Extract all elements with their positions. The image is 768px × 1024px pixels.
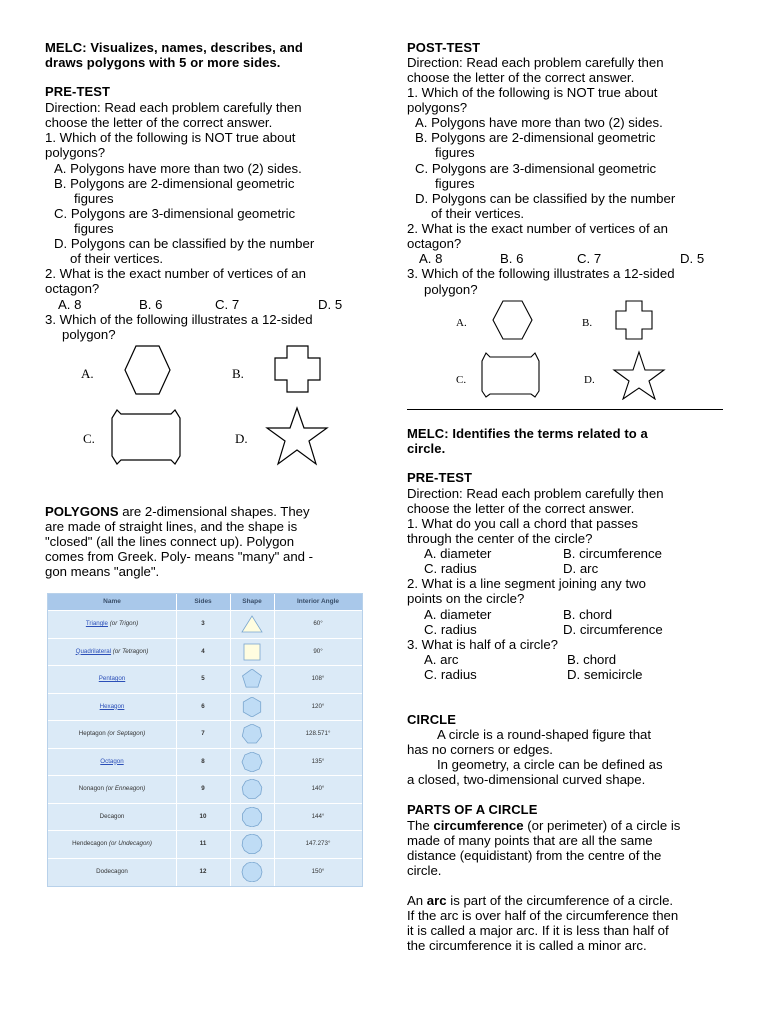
arc-line4: the circumference it is called a minor arc. <box>407 938 647 953</box>
polygon-name[interactable]: Octagon <box>100 757 124 765</box>
post-star-shape <box>614 352 664 399</box>
polygon-sides-cell: 12 <box>199 867 207 875</box>
polygon-name: Hendecagon <box>72 840 108 847</box>
interior-angle-cell: 147.273° <box>305 840 331 847</box>
parts-of-circle-title: PARTS OF A CIRCLE <box>407 802 538 817</box>
header-shape: Shape <box>242 598 262 605</box>
post-q2-option-c: C. 7 <box>577 251 602 266</box>
polygon-alt-name: (or Tetragon) <box>111 647 149 655</box>
figure-label-b: B. <box>232 366 244 381</box>
polygon-alt-name: (or Enneagon) <box>103 785 146 792</box>
polygon-sides-cell: 8 <box>201 757 205 765</box>
cq2-option-c: C. radius <box>424 622 477 637</box>
polygon-name-cell <box>48 813 176 820</box>
question-3-line2: polygon? <box>62 327 116 342</box>
post-q1-option-b: B. Polygons are 2-dimensional geometric <box>415 130 656 145</box>
cq2-option-b: B. chord <box>563 607 613 622</box>
cq1-option-d: D. arc <box>563 561 599 576</box>
header-sides: Sides <box>194 598 212 605</box>
figure-label-d: D. <box>235 431 248 446</box>
table-row <box>48 638 362 666</box>
polygon-shape-icon <box>240 834 264 859</box>
polygon-name[interactable]: Quadrilateral <box>75 647 112 655</box>
polygon-table <box>47 593 363 887</box>
post-figure-label-c: C. <box>456 374 467 386</box>
q2-option-c: C. 7 <box>215 297 240 312</box>
question-2-line2: octagon? <box>45 281 100 296</box>
polygon-alt-name: (or Trigon) <box>107 620 139 627</box>
cq3-option-b: B. chord <box>567 652 617 667</box>
circle-question-2-line2: points on the circle? <box>407 591 525 606</box>
polygons-definition <box>45 504 310 519</box>
q2-option-d: D. 5 <box>318 297 343 312</box>
cq3-option-a: A. arc <box>424 652 459 667</box>
interior-angle-cell: 135° <box>311 757 325 765</box>
q1-option-b-line2: figures <box>74 191 114 206</box>
polygon-shape-icon <box>240 752 264 777</box>
question-1-line2: polygons? <box>45 145 106 160</box>
polygon-name: Heptagon <box>78 730 106 737</box>
post-direction-text: Direction: Read each problem carefully then <box>407 55 664 70</box>
q1-option-c-line2: figures <box>74 221 114 236</box>
circle-question-2: 2. What is a line segment joining any two <box>407 576 646 591</box>
interior-angle-cell: 140° <box>311 785 325 792</box>
post-figure-label-a: A. <box>456 317 467 329</box>
dodecagon-shape <box>112 410 180 464</box>
cq2-option-d: D. circumference <box>563 622 663 637</box>
polygon-shape-icon <box>240 642 264 667</box>
post-hexagon-shape <box>493 301 532 339</box>
post-question-1-line2: polygons? <box>407 100 468 115</box>
polygon-sides-cell: 3 <box>201 620 205 627</box>
table-row <box>48 610 362 638</box>
circle-direction-text-line2: choose the letter of the correct answer. <box>407 501 635 516</box>
polygons-def-line2: are made of straight lines, and the shape is <box>45 519 298 534</box>
polygons-def-line1: are 2-dimensional shapes. They <box>118 504 310 519</box>
post-q2-option-d: D. 5 <box>680 251 705 266</box>
melc2-heading-line2: circle. <box>407 441 446 456</box>
polygon-name: Nonagon <box>78 785 104 792</box>
melc2-heading: MELC: Identifies the terms related to a <box>407 426 648 441</box>
circle-question-1: 1. What do you call a chord that passes <box>407 516 638 531</box>
hexagon-shape <box>125 346 170 394</box>
post-q2-option-a: A. 8 <box>419 251 443 266</box>
post-q1-option-c: C. Polygons are 3-dimensional geometric <box>415 161 657 176</box>
polygon-name: Dodecagon <box>96 867 128 875</box>
column-divider <box>176 594 177 886</box>
circle-title: CIRCLE <box>407 712 456 727</box>
melc-heading-line2: draws polygons with 5 or more sides. <box>45 55 281 70</box>
posttest-title: POST-TEST <box>407 40 481 55</box>
circumference-line3: distance (equidistant) from the centre of the <box>407 848 662 863</box>
q1-option-a: A. Polygons have more than two (2) sides. <box>54 161 302 176</box>
post-q1-option-d-line2: of their vertices. <box>431 206 525 221</box>
polygon-sides-cell: 4 <box>201 647 205 655</box>
polygons-term: POLYGONS <box>45 504 119 519</box>
figure-label-a: A. <box>81 366 94 381</box>
table-row <box>48 720 362 748</box>
interior-angle-cell: 120° <box>311 702 325 710</box>
melc-heading: MELC: Visualizes, names, describes, and <box>45 40 303 55</box>
circumference-term: circumference <box>433 818 524 833</box>
polygon-sides-cell: 9 <box>201 785 205 792</box>
cq1-option-c: C. radius <box>424 561 477 576</box>
polygon-alt-name: (or Septagon) <box>105 730 146 737</box>
polygon-name-cell <box>48 868 176 875</box>
table-row <box>48 830 362 858</box>
q2-option-b: B. 6 <box>139 297 163 312</box>
polygon-shape-icon <box>240 779 264 804</box>
arc-suffix: is part of the circumference of a circle. <box>446 893 674 908</box>
question-1: 1. Which of the following is NOT true about <box>45 130 296 145</box>
post-q1-option-c-line2: figures <box>435 176 475 191</box>
polygon-shape-icon <box>240 807 264 832</box>
q1-option-d-line2: of their vertices. <box>70 251 164 266</box>
polygon-name-cell <box>48 785 176 792</box>
post-cross-shape <box>616 301 652 339</box>
circle-question-3: 3. What is half of a circle? <box>407 637 558 652</box>
arc-prefix: An <box>407 893 427 908</box>
polygon-name-cell <box>48 730 176 737</box>
polygon-name-cell[interactable] <box>48 620 176 627</box>
circ-suffix: (or perimeter) of a circle is <box>523 818 681 833</box>
polygon-sides-cell: 5 <box>201 675 205 682</box>
polygons-def-line5: gon means "angle". <box>45 564 160 579</box>
q2-option-a: A. 8 <box>58 297 82 312</box>
polygon-sides-cell: 10 <box>199 812 207 820</box>
cross-shape <box>275 346 320 392</box>
circle-geometry-definition: In geometry, a circle can be defined as <box>437 757 663 772</box>
post-direction-text-line2: choose the letter of the correct answer. <box>407 70 635 85</box>
column-divider <box>274 594 275 886</box>
star-shape <box>267 408 327 464</box>
column-divider <box>230 594 231 886</box>
section-divider <box>407 409 723 410</box>
q1-option-b: B. Polygons are 2-dimensional geometric <box>54 176 295 191</box>
post-dodecagon-shape <box>482 353 539 397</box>
post-q2-option-b: B. 6 <box>500 251 524 266</box>
circle-definition: A circle is a round-shaped figure that <box>437 727 652 742</box>
polygon-shape-icon <box>240 724 264 749</box>
circle-definition-line2: has no corners or edges. <box>407 742 553 757</box>
arc-line3: it is called a major arc. If it is less than half of <box>407 923 669 938</box>
cq1-option-a: A. diameter <box>424 546 492 561</box>
polygon-shape-icon <box>240 697 264 722</box>
direction-text: Direction: Read each problem carefully then <box>45 100 302 115</box>
polygons-def-line4: comes from Greek. Poly- means "many" and - <box>45 549 314 564</box>
polygon-name: Decagon <box>99 812 125 820</box>
header-name: Name <box>103 598 121 605</box>
arc-line2: If the arc is over half of the circumference then <box>407 908 679 923</box>
post-question-3-line2: polygon? <box>424 282 478 297</box>
polygon-shape-icon <box>240 614 264 639</box>
pretest-title: PRE-TEST <box>45 84 111 99</box>
polygon-name-cell[interactable] <box>48 648 176 655</box>
arc-definition <box>407 893 673 908</box>
interior-angle-cell: 144° <box>311 812 325 820</box>
table-row <box>48 748 362 776</box>
cq2-option-a: A. diameter <box>424 607 492 622</box>
polygons-def-line3: "closed" (all the lines connect up). Polygon <box>45 534 295 549</box>
post-question-3: 3. Which of the following illustrates a 12-sided <box>407 266 675 281</box>
polygon-name-cell <box>48 840 176 847</box>
polygon-shape-icon <box>240 669 264 694</box>
post-question-1: 1. Which of the following is NOT true about <box>407 85 658 100</box>
polygon-name[interactable]: Hexagon <box>99 702 125 710</box>
question-3: 3. Which of the following illustrates a 12-sided <box>45 312 313 327</box>
circumference-line4: circle. <box>407 863 442 878</box>
table-row <box>48 803 362 831</box>
circle-geometry-definition-line2: a closed, two-dimensional curved shape. <box>407 772 646 787</box>
cq3-option-c: C. radius <box>424 667 477 682</box>
pretest-figures <box>75 340 345 475</box>
table-row <box>48 693 362 721</box>
circle-question-1-line2: through the center of the circle? <box>407 531 593 546</box>
question-2: 2. What is the exact number of vertices of an <box>45 266 306 281</box>
polygon-sides-cell: 6 <box>201 702 205 710</box>
post-q1-option-b-line2: figures <box>435 145 475 160</box>
circumference-definition <box>407 818 680 833</box>
polygon-name-cell[interactable] <box>48 758 176 765</box>
circle-direction-text: Direction: Read each problem carefully then <box>407 486 664 501</box>
table-header <box>48 594 362 610</box>
post-q1-option-a: A. Polygons have more than two (2) sides. <box>415 115 663 130</box>
table-row <box>48 775 362 803</box>
table-row <box>48 665 362 693</box>
interior-angle-cell: 128.571° <box>305 730 331 737</box>
polygon-name[interactable]: Triangle <box>85 620 108 627</box>
post-question-2-line2: octagon? <box>407 236 462 251</box>
cq1-option-b: B. circumference <box>563 546 662 561</box>
figure-label-c: C. <box>83 431 95 446</box>
q1-option-c: C. Polygons are 3-dimensional geometric <box>54 206 296 221</box>
post-figure-label-b: B. <box>582 317 593 329</box>
cq3-option-d: D. semicircle <box>567 667 643 682</box>
direction-text-line2: choose the letter of the correct answer. <box>45 115 273 130</box>
interior-angle-cell: 60° <box>313 620 323 627</box>
interior-angle-cell: 108° <box>311 675 325 682</box>
polygon-name[interactable]: Pentagon <box>98 675 126 682</box>
header-interior-angle: Interior Angle <box>296 598 339 605</box>
arc-term: arc <box>426 893 447 908</box>
circ-prefix: The <box>407 818 434 833</box>
posttest-figures <box>448 295 688 400</box>
interior-angle-cell: 150° <box>311 867 325 875</box>
polygon-sides-cell: 11 <box>199 840 207 847</box>
polygon-name-cell[interactable] <box>48 703 176 710</box>
table-row <box>48 858 362 886</box>
interior-angle-cell: 90° <box>313 647 323 655</box>
post-figure-label-d: D. <box>584 374 595 386</box>
polygon-shape-icon <box>240 862 264 887</box>
q1-option-d: D. Polygons can be classified by the number <box>54 236 315 251</box>
polygon-name-cell[interactable] <box>48 675 176 682</box>
polygon-sides-cell: 7 <box>201 730 205 737</box>
pretest2-title: PRE-TEST <box>407 470 473 485</box>
circumference-line2: made of many points that are all the same <box>407 833 653 848</box>
post-question-2: 2. What is the exact number of vertices of an <box>407 221 668 236</box>
post-q1-option-d: D. Polygons can be classified by the number <box>415 191 676 206</box>
polygon-alt-name: (or Undecagon) <box>107 840 152 847</box>
